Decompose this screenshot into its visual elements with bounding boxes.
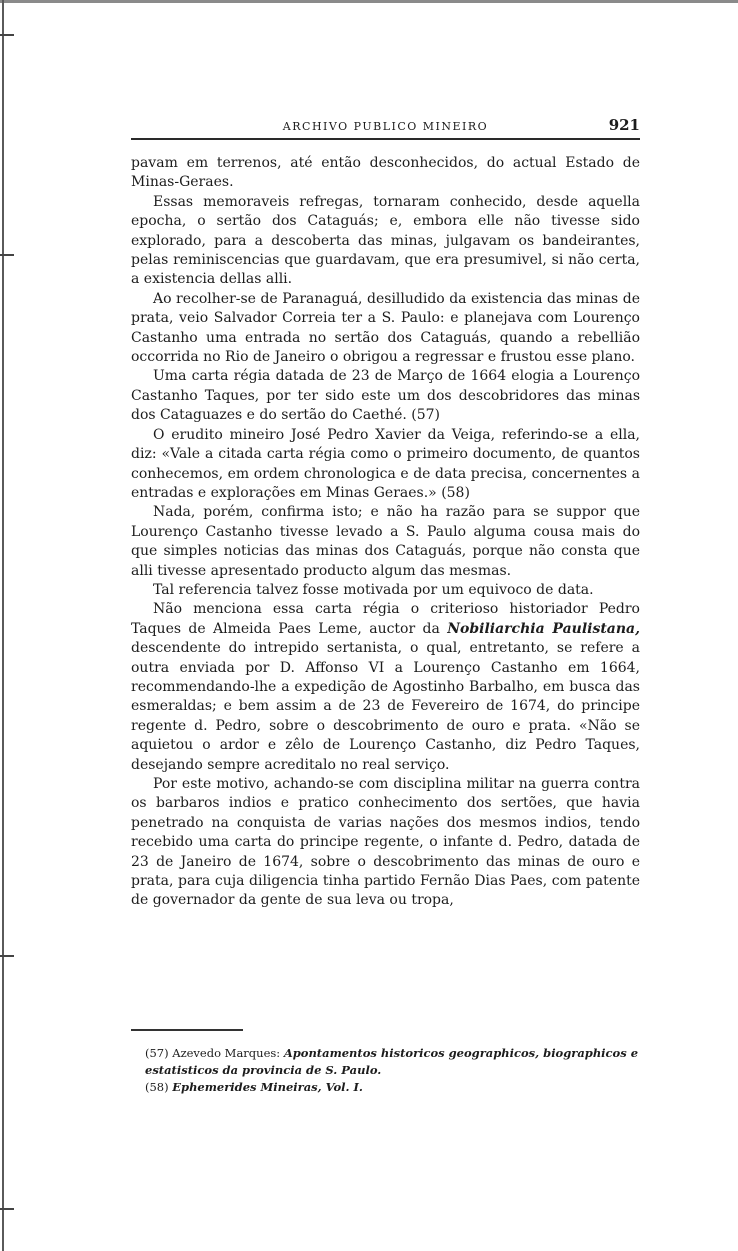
- page-top-edge: [0, 0, 738, 3]
- paragraph: Tal referencia talvez fosse motivada por um equivoco de data.: [153, 581, 594, 598]
- paragraph-text: Não menciona essa carta régia o criterioso historiador Pedro Taques de Almeida Paes Leme, auctor da: [131, 601, 640, 637]
- paragraph: Nada, porém, confirma isto; e não ha razão para se suppor que Lourenço Castanho tivesse levado a S. Paulo alguma cousa mais do que simples noticias das minas dos Cataguás, porque não consta que alli tivesse apresentado producto algum das mesmas.: [131, 504, 640, 579]
- footnote-reference: (58): [145, 1079, 169, 1094]
- binding-tick-mark: [0, 1208, 14, 1210]
- running-title: ARCHIVO PUBLICO MINEIRO: [282, 120, 489, 133]
- paragraph: Por este motivo, achando-se com disciplina militar na guerra contra os barbaros indios e pratico conhecimento dos sertões, que havia penetrado na conquista de varias nações dos mesmos indios, tendo recebido uma carta do principe regente, o infante d. Pedro, datada de 23 de Janeiro de 1674, sobre o descobrimento das minas de ouro e prata, para cuja diligencia tinha partido Fernão Dias Paes, com patente de governador da gente de sua leva ou tropa,: [131, 776, 640, 909]
- footnote-reference: (57) Azevedo Marques:: [145, 1045, 281, 1060]
- footnotes: [131, 1045, 640, 1096]
- footnote-title: Ephemerides Mineiras, Vol. I.: [172, 1079, 363, 1094]
- body-text: [131, 154, 640, 911]
- binding-tick-mark: [0, 34, 14, 36]
- paragraph: pavam em terrenos, até então desconhecidos, do actual Estado de Minas-Geraes.: [131, 155, 640, 191]
- binding-tick-mark: [0, 955, 14, 957]
- footnote: [131, 1045, 640, 1079]
- book-title-emphasis: Nobiliarchia Paulistana,: [447, 620, 641, 637]
- book-page: [131, 116, 640, 1096]
- paragraph: [131, 600, 640, 775]
- footnote-title: Apontamentos historicos geographicos, biographicos e estatisticos da provincia de S. Paulo.: [145, 1045, 639, 1077]
- binding-edge-line: [2, 0, 4, 1251]
- footnote-separator: [131, 1029, 243, 1031]
- paragraph: O erudito mineiro José Pedro Xavier da Veiga, referindo-se a ella, diz: «Vale a citada carta régia como o primeiro documento, de quantos conhecemos, em ordem chronologica e de data precisa, concernentes a entradas e explorações em Minas Geraes.» (58): [131, 426, 640, 501]
- page-number: 921: [608, 116, 640, 134]
- footnote: [131, 1079, 640, 1096]
- running-head: [131, 116, 640, 140]
- paragraph: Uma carta régia datada de 23 de Março de 1664 elogia a Lourenço Castanho Taques, por ter sido este um dos descobridores das minas dos Cataguazes e do sertão do Caethé. (57): [131, 368, 640, 424]
- binding-tick-mark: [0, 254, 14, 256]
- paragraph: Ao recolher-se de Paranaguá, desilludido da existencia das minas de prata, veio Salvador Correia ter a S. Paulo: e planejava com Lourenço Castanho uma entrada no sertão dos Cataguás, quando a rebellião occorrida no Rio de Janeiro o obrigou a regressar e frustou esse plano.: [131, 290, 640, 366]
- paragraph-text: descendente do intrepido sertanista, o qual, entretanto, se refere a outra enviada por D. Affonso VI a Lourenço Castanho em 1664, recommendando-lhe a expedição de Agostinho Barbalho, em busca das esmeraldas; e bem assim a de 23 de Fevereiro de 1674, do principe regente d. Pedro, sobre o descobrimento de ouro e prata. «Não se aquietou o ardor e zêlo de Lourenço Castanho, diz Pedro Taques, desejando sempre acreditalo no real serviço.: [131, 640, 640, 773]
- paragraph: Essas memoraveis refregas, tornaram conhecido, desde aquella epocha, o sertão dos Cataguás; e, embora elle não tivesse sido explorado, para a descoberta das minas, julgavam os bandeirantes, pelas reminiscencias que guardavam, que era presumivel, si não certa, a existencia dellas alli.: [131, 193, 640, 288]
